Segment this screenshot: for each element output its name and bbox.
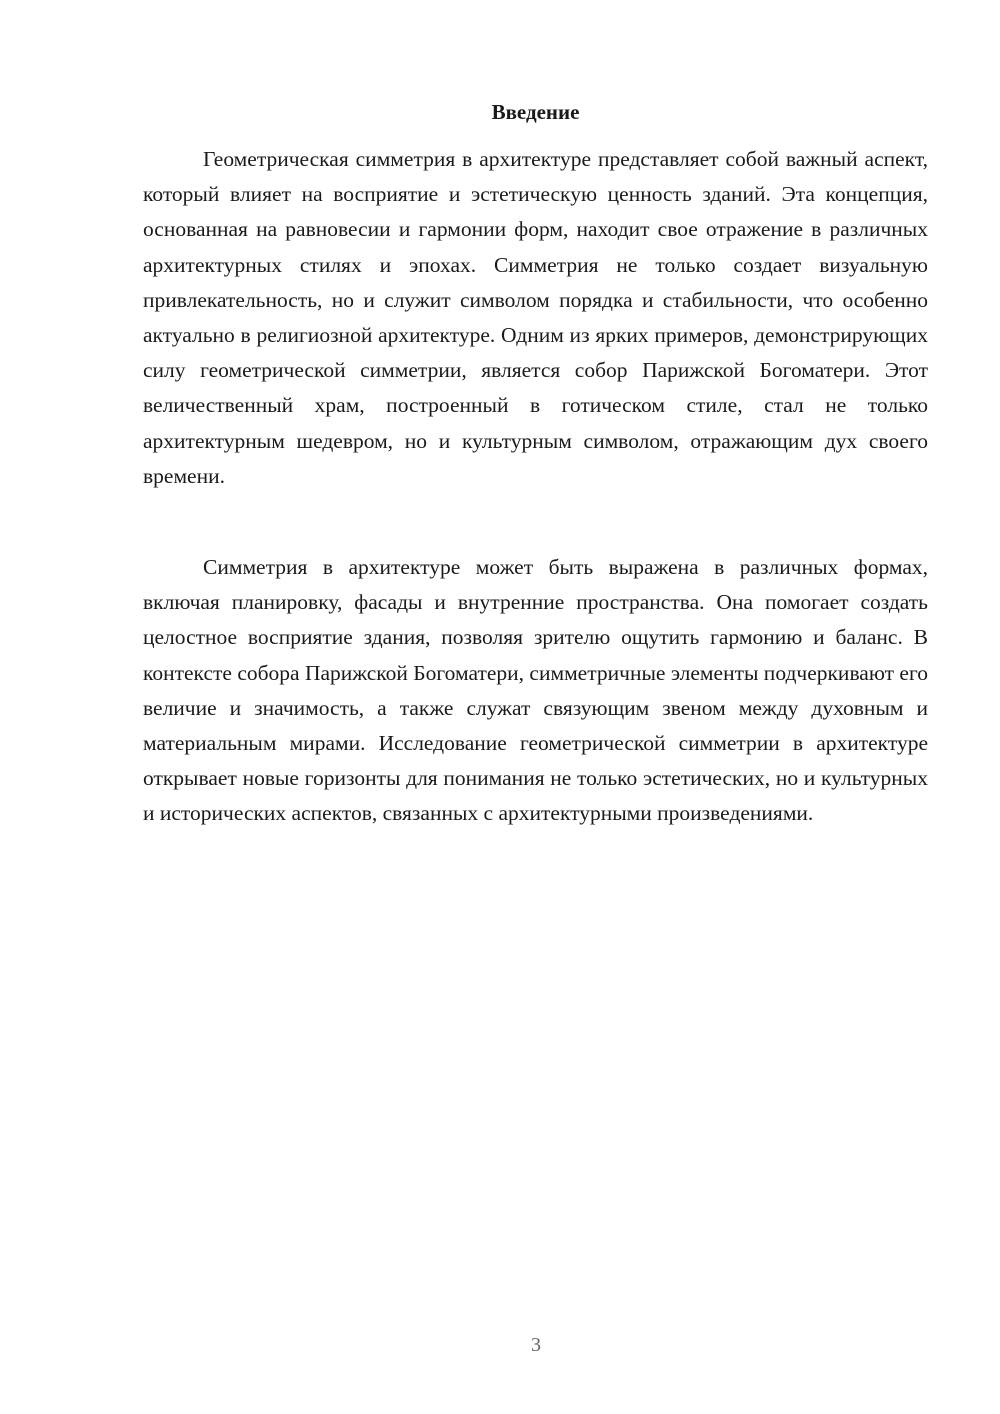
section-heading: Введение	[491, 100, 580, 124]
body-paragraph: Геометрическая симметрия в архитектуре представляет собой важный аспект, который влияет на восприятие и эстетическую ценность зданий. Эта концепция, основанная на равновесии и гармонии форм, находит свое отражение в различных архитектурных стилях и эпохах. Симметрия не только создает визуальную привлекательность, но и служит символом порядка и стабильности, что особенно актуально в религиозной архитектуре. Одним из ярких примеров, демонстрирующих силу геометрической симметрии, является собор Парижской Богоматери. Этот величественный храм, построенный в готическом стиле, стал не только архитектурным шедевром, но и культурным символом, отражающим дух своего времени.	[143, 147, 928, 488]
page-number: 3	[531, 1334, 541, 1356]
body-paragraph: Симметрия в архитектуре может быть выражена в различных формах, включая планировку, фасады и внутренние пространства. Она помогает создать целостное восприятие здания, позволяя зрителю ощутить гармонию и баланс. В контексте собора Парижской Богоматери, симметричные элементы подчеркивают его величие и значимость, а также служат связующим звеном между духовным и материальным мирами. Исследование геометрической симметрии в архитектуре открывает новые горизонты для понимания не только эстетических, но и культурных и исторических аспектов, связанных с архитектурными произведениями.	[143, 555, 928, 826]
